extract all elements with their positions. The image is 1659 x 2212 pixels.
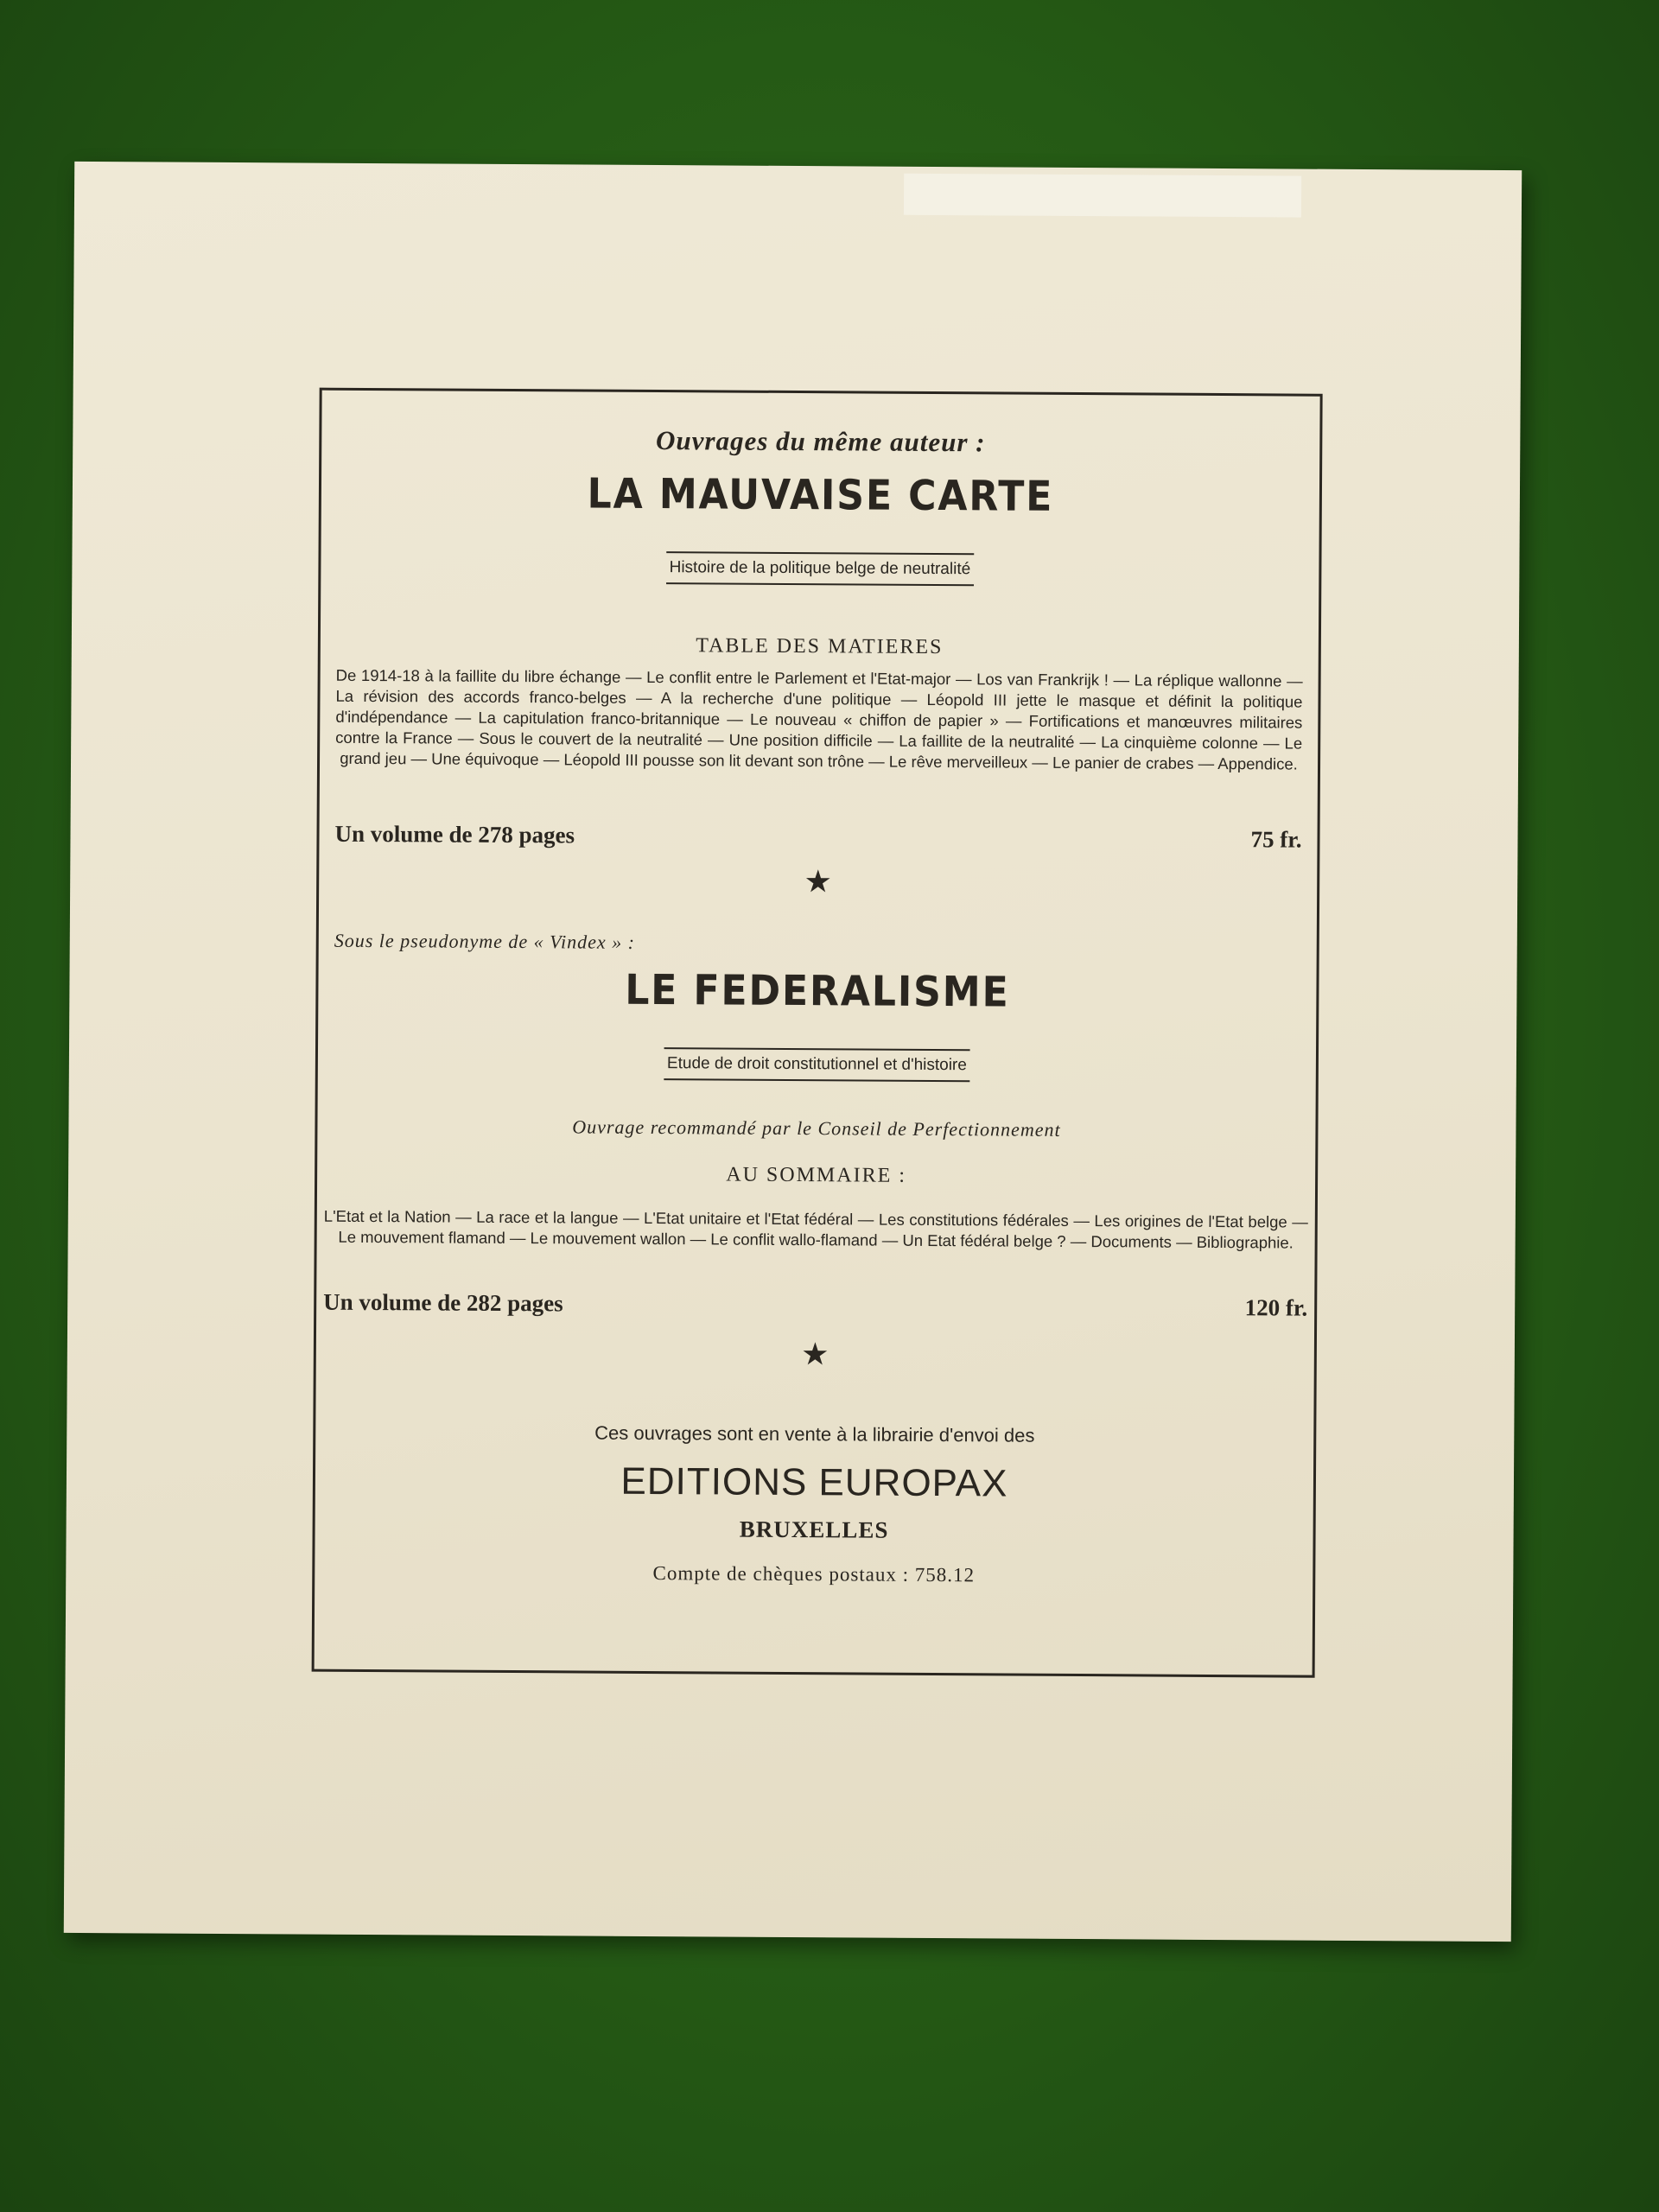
advert-frame — [312, 388, 1323, 1678]
sale-line: Ces ouvrages sont en vente à la librairie d'envoi des — [594, 1421, 1035, 1446]
summary-heading: AU SOMMAIRE : — [726, 1163, 907, 1187]
federalisme-title: LE FEDERALISME — [625, 965, 1010, 1017]
federalisme-subtitle: Etude de droit constitutionnel et d'histoire — [664, 1047, 970, 1082]
mauvaise-intro: Ouvrages du même auteur : — [655, 425, 986, 458]
star-divider-2: ★ — [801, 1337, 830, 1373]
toc-text: De 1914-18 à la faillite du libre échange — Le conflit entre le Parlement et l'Etat-major — Los van Frankrijk ! — La réplique wallonne — La révision des accords franco-belges — A la recherche d'une politique — Léopold III jette le masque et définit la politique d'indépendance — La capitulation franco-britannique — Le nouveau « chiffon de papier » — Fortifications et manœuvres militaires contre la France — Sous le couvert de la neutralité — Une position difficile — La faillite de la neutralité — La cinquième colonne — Le grand jeu — Une équivoque — Léopold III pousse son lit devant son trône — Le rêve merveilleux — Le panier de crabes — Appendice. — [335, 665, 1303, 773]
summary-text: L'Etat et la Nation — La race et la langue — L'Etat unitaire et l'Etat fédéral — Les constitutions fédérales — Les origines de l'Etat belge — Le mouvement flamand — Le mouvement wallon — Le conflit wallo-flamand — Un Etat fédéral belge ? — Documents — Bibliographie. — [323, 1206, 1308, 1252]
star-divider-1: ★ — [804, 864, 832, 900]
publisher-name: EDITIONS EUROPAX — [620, 1459, 1008, 1505]
toc-heading: TABLE DES MATIERES — [696, 634, 944, 659]
postal-account: Compte de chèques postaux : 758.12 — [652, 1562, 976, 1586]
mauvaise-subtitle: Histoire de la politique belge de neutralité — [666, 551, 975, 586]
federalisme-volume: Un volume de 282 pages — [323, 1288, 563, 1317]
federalisme-price-row — [323, 1289, 1307, 1322]
federalisme-recommendation: Ouvrage recommandé par le Conseil de Perfectionnement — [572, 1116, 1061, 1141]
mauvaise-price: 75 fr. — [1250, 826, 1302, 853]
federalisme-intro: Sous le pseudonyme de « Vindex » : — [334, 929, 636, 953]
tape-strip — [904, 174, 1301, 218]
mauvaise-price-row — [334, 821, 1301, 854]
federalisme-price: 120 fr. — [1244, 1294, 1308, 1321]
book-back-cover — [64, 162, 1522, 1942]
mauvaise-title: LA MAUVAISE CARTE — [587, 469, 1054, 521]
publisher-city: BRUXELLES — [739, 1516, 889, 1543]
mauvaise-volume: Un volume de 278 pages — [334, 820, 575, 849]
